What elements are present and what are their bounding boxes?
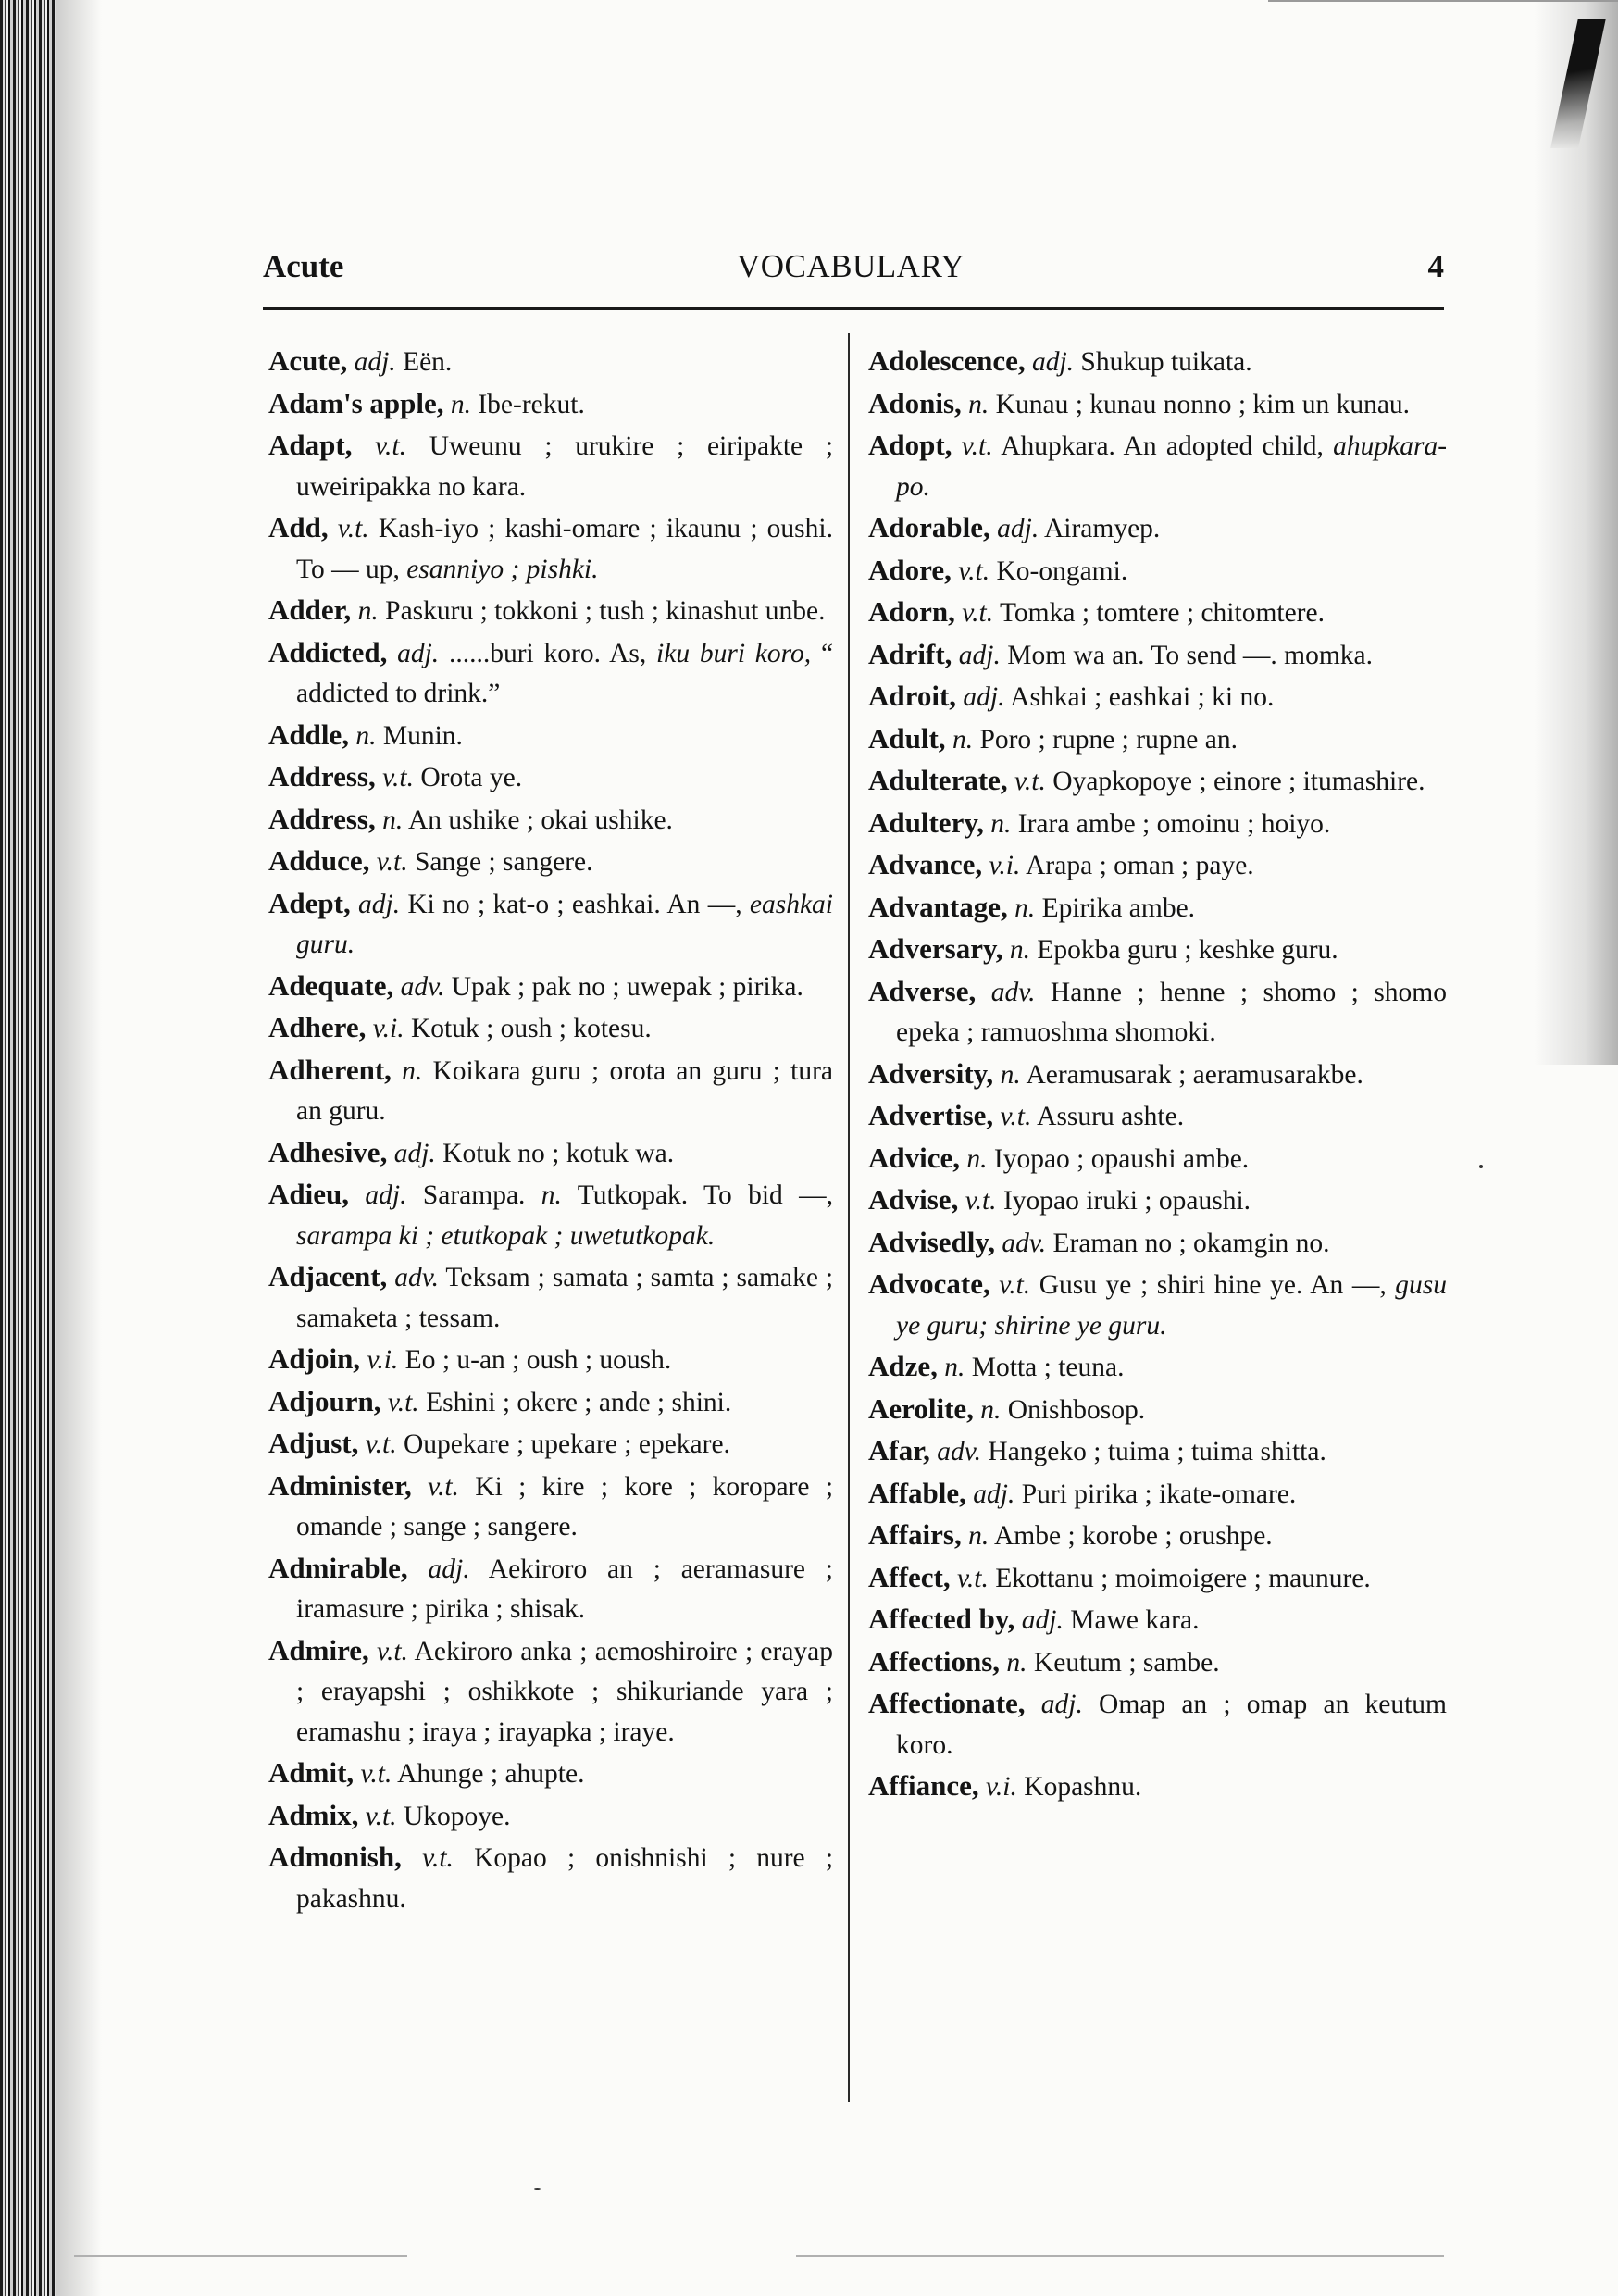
entry-definition: Eshini ; okere ; ande ; shini.	[426, 1387, 732, 1417]
entry-definition: Eo ; u-an ; oush ; uoush.	[404, 1345, 672, 1375]
entry-definition: Ki ; kire ; kore ; koropare ; omande ; sange ; sangere.	[296, 1471, 834, 1541]
entry-part-of-speech: adj.	[958, 640, 1001, 670]
entry-definition: Puri pirika ; ikate-omare.	[1021, 1479, 1297, 1509]
dictionary-entry	[868, 1264, 1447, 1346]
entry-headword: Adverse,	[868, 974, 977, 1007]
entry-definition: Koikara guru ; orota an guru ; tura an guru.	[296, 1055, 833, 1126]
entry-part-of-speech: v.t.	[958, 555, 990, 586]
entry-part-of-speech: n.	[357, 596, 379, 626]
dictionary-entry	[268, 1339, 833, 1381]
dictionary-entry	[868, 634, 1447, 677]
entry-part-of-speech: n.	[968, 1521, 989, 1551]
entry-headword: Adhesive,	[268, 1135, 388, 1168]
entry-headword: Adore,	[868, 553, 952, 586]
entry-definition: Sange ; sangere.	[415, 847, 593, 877]
entry-part-of-speech: adj.	[1021, 1605, 1064, 1635]
entry-part-of-speech: v.t.	[375, 431, 406, 461]
entry-part-of-speech: v.t.	[382, 763, 414, 792]
entry-headword: Addle,	[268, 718, 349, 751]
entry-headword: Adorn,	[868, 595, 955, 628]
entry-headword: Affiance,	[868, 1769, 979, 1802]
entry-definition: Aeramusarak ; aeramusarakbe.	[1026, 1059, 1363, 1090]
entry-definition: Eraman no ; okamgin no.	[1052, 1228, 1330, 1258]
entry-headword: Adrift,	[868, 637, 952, 670]
entry-part-of-speech: n.	[1006, 1647, 1027, 1678]
entry-headword: Advertise,	[868, 1099, 994, 1131]
entry-headword: Admirable,	[268, 1551, 408, 1584]
dictionary-entry	[268, 1174, 833, 1256]
entry-headword: Adapt,	[268, 429, 353, 461]
entry-part-of-speech: v.t.	[961, 431, 993, 461]
entry-headword: Administer,	[268, 1468, 412, 1502]
dictionary-entry	[868, 844, 1447, 887]
dictionary-entry	[868, 341, 1447, 383]
entry-headword: Aerolite,	[868, 1391, 974, 1425]
entry-headword: Advocate,	[868, 1267, 990, 1300]
entry-part-of-speech: n.	[382, 805, 404, 835]
entry-headword: Advise,	[868, 1183, 959, 1216]
dictionary-entry	[868, 1095, 1447, 1138]
running-header	[263, 248, 1444, 304]
entry-part-of-speech: v.i.	[367, 1345, 399, 1375]
entry-part-of-speech: adj.	[428, 1554, 470, 1584]
entry-part-of-speech: v.t.	[365, 1801, 397, 1831]
dictionary-entry	[868, 718, 1447, 761]
dictionary-entry	[868, 1641, 1447, 1684]
entry-part-of-speech: adv.	[400, 971, 445, 1002]
entry-part-of-speech: adj.	[354, 347, 396, 377]
entry-headword: Admix,	[268, 1798, 359, 1831]
entry-definition: Eën.	[403, 347, 453, 377]
entry-definition: Iyopao iruki ; opaushi.	[1002, 1186, 1251, 1216]
entry-headword: Adjourn,	[268, 1384, 381, 1417]
entry-headword: Affected by,	[868, 1603, 1015, 1635]
entry-headword: Adroit,	[868, 680, 957, 712]
entry-definition: Tutkopak. To bid —,	[577, 1180, 834, 1210]
entry-headword: Acute,	[268, 344, 348, 377]
dictionary-entry	[868, 887, 1447, 930]
dictionary-entry	[868, 1222, 1447, 1265]
entry-headword: Adjust,	[268, 1427, 359, 1459]
entry-headword: Admire,	[268, 1633, 369, 1666]
entry-headword: Affections,	[868, 1644, 1001, 1678]
dictionary-entry	[268, 632, 833, 715]
entry-headword: Advantage,	[868, 890, 1008, 923]
entry-definition: Keutum ; sambe.	[1033, 1647, 1220, 1678]
entry-part-of-speech: v.t.	[1014, 767, 1046, 796]
entry-part-of-speech: n.	[944, 1353, 965, 1382]
entry-definition: Kopao ; onishnishi ; nure ; pakashnu.	[296, 1843, 834, 1914]
entry-headword: Adorable,	[868, 511, 990, 543]
entry-definition: Epirika ambe.	[1041, 892, 1196, 923]
entry-definition: Ekottanu ; moimoigere ; maunure.	[995, 1563, 1371, 1593]
dictionary-entry	[268, 1753, 833, 1795]
entry-part-of-speech: v.i.	[989, 851, 1021, 880]
entry-headword: Adept,	[268, 886, 351, 919]
dictionary-entry	[868, 929, 1447, 971]
entry-part-of-speech: adj.	[963, 682, 1005, 712]
entry-part-of-speech: adj.	[393, 1138, 436, 1168]
ink-speck	[1479, 1165, 1483, 1168]
entry-headword: Affairs,	[868, 1518, 962, 1551]
dictionary-entry	[268, 841, 833, 883]
entry-part-of-speech: v.t.	[422, 1843, 454, 1873]
entry-definition: Aekiroro anka ; aemoshiroire ; erayap ; erayapshi ; oshikkote ; shikuriande yara ; eramashu ; iraya ; irayapka ; iraye.	[296, 1636, 834, 1747]
entry-headword: Adam's apple,	[268, 386, 444, 419]
dictionary-entry	[868, 971, 1447, 1054]
entry-definition: Munin.	[382, 720, 463, 751]
entry-headword: Adonis,	[868, 386, 962, 419]
header-guide-word: Acute	[263, 248, 344, 284]
entry-headword: Adopt,	[868, 429, 952, 461]
entry-part-of-speech: n.	[968, 389, 989, 419]
dictionary-entry	[268, 590, 833, 632]
entry-part-of-speech: n.	[1014, 892, 1036, 923]
entry-headword: Affable,	[868, 1476, 966, 1509]
entry-part-of-speech: n.	[1009, 935, 1031, 965]
entry-part-of-speech: v.t.	[387, 1387, 419, 1417]
entry-part-of-speech: v.i.	[986, 1772, 1017, 1802]
entry-headword: Adze,	[868, 1350, 938, 1382]
entry-part-of-speech: v.t.	[957, 1563, 989, 1593]
entry-definition: Onishbosop.	[1007, 1394, 1146, 1425]
dictionary-entry	[268, 1837, 833, 1919]
entry-definition: Gusu ye ; shiri hine ye. An —,	[1039, 1270, 1387, 1300]
entry-definition: ......buri koro. As,	[448, 638, 647, 668]
dictionary-entry	[868, 1430, 1447, 1473]
entry-part-of-speech: v.i.	[372, 1014, 404, 1043]
right-column	[868, 341, 1447, 1808]
entry-definition: Kotuk ; oush ; kotesu.	[410, 1014, 652, 1043]
entry-example: esanniyo ; pishki.	[406, 554, 599, 584]
entry-headword: Admonish,	[268, 1841, 402, 1873]
entry-definition: Omap an ; omap an keutum koro.	[896, 1690, 1448, 1760]
top-edge-line	[1268, 0, 1618, 2]
entry-part-of-speech: adv.	[937, 1437, 982, 1466]
bottom-edge-line	[796, 2255, 1444, 2257]
dictionary-entry	[268, 341, 833, 383]
dictionary-entry	[868, 1138, 1447, 1180]
ink-speck	[534, 2188, 541, 2190]
dictionary-entry	[268, 1007, 833, 1050]
book-binding-edge	[0, 0, 56, 2296]
dictionary-entry	[868, 1179, 1447, 1222]
entry-part-of-speech: n.	[980, 1394, 1002, 1425]
dictionary-entry	[268, 1630, 833, 1753]
entry-definition: Paskuru ; tokkoni ; tush ; kinashut unbe.	[385, 596, 826, 626]
dictionary-entry	[868, 1346, 1447, 1389]
dictionary-entry	[268, 715, 833, 757]
entry-definition: Kash-iyo ; kashi-omare ; ikaunu ; oushi. To — up,	[296, 514, 833, 584]
entry-definition: Assuru ashte.	[1037, 1102, 1185, 1131]
entry-definition: Mawe kara.	[1070, 1605, 1200, 1635]
entry-headword: Adhere,	[268, 1011, 367, 1043]
entry-definition: Mom wa an. To send —. momka.	[1007, 640, 1374, 670]
entry-part-of-speech: adj.	[1040, 1690, 1083, 1719]
entry-part-of-speech: n.	[1000, 1059, 1021, 1090]
entry-definition: Upak ; pak no ; uwepak ; pirika.	[451, 971, 803, 1002]
dictionary-entry	[868, 1557, 1447, 1600]
dictionary-entry	[868, 507, 1447, 550]
entry-headword: Adulterate,	[868, 764, 1008, 796]
entry-definition: Ambe ; korobe ; orushpe.	[993, 1521, 1273, 1551]
entry-example: ahupkara-po.	[896, 431, 1448, 502]
entry-definition: Ukopoye.	[403, 1801, 511, 1831]
entry-part-of-speech: v.t.	[962, 598, 994, 628]
entry-part-of-speech: v.t.	[965, 1186, 997, 1216]
left-column	[268, 341, 833, 1919]
page-number: 4	[1427, 248, 1444, 284]
entry-headword: Adieu,	[268, 1178, 349, 1210]
entry-definition: Arapa ; oman ; paye.	[1026, 851, 1254, 880]
entry-headword: Address,	[268, 802, 376, 835]
entry-headword: Addicted,	[268, 635, 388, 668]
dictionary-entry	[268, 1795, 833, 1838]
entry-headword: Adjoin,	[268, 1342, 361, 1375]
dictionary-entry	[268, 966, 833, 1008]
entry-definition: Kotuk no ; kotuk wa.	[442, 1138, 675, 1168]
entry-headword: Add,	[268, 511, 329, 543]
entry-part-of-speech: adv.	[394, 1263, 439, 1292]
entry-part-of-speech: v.t.	[1000, 1102, 1032, 1131]
entry-part-of-speech: n.	[355, 720, 377, 751]
entry-part-of-speech: n.	[966, 1143, 988, 1174]
entry-headword: Advisedly,	[868, 1225, 995, 1258]
entry-headword: Adultery,	[868, 805, 984, 839]
dictionary-entry	[868, 803, 1447, 845]
entry-part-of-speech: adv.	[990, 977, 1036, 1007]
entry-part-of-speech: v.t.	[376, 847, 408, 877]
entry-headword: Adversity,	[868, 1056, 994, 1090]
entry-definition: Aekiroro an ; aeramasure ; iramasure ; pirika ; shisak.	[296, 1554, 834, 1624]
entry-part-of-speech: adj.	[358, 889, 401, 919]
entry-headword: Admit,	[268, 1756, 355, 1789]
entry-part-of-speech: v.t.	[999, 1270, 1031, 1300]
dictionary-entry	[268, 1423, 833, 1466]
entry-definition: Poro ; rupne ; rupne an.	[979, 724, 1238, 755]
entry-definition: Tomka ; tomtere ; chitomtere.	[999, 598, 1325, 628]
entry-part-of-speech: v.t.	[360, 1759, 392, 1789]
entry-definition: Oupekare ; upekare ; epekare.	[403, 1429, 730, 1459]
entry-part-of-speech: adj.	[973, 1479, 1015, 1509]
entry-definition: Shukup tuikata.	[1080, 347, 1252, 377]
entry-example: iku buri koro,	[656, 638, 812, 668]
entry-definition: Motta ; teuna.	[971, 1353, 1125, 1382]
entry-definition: Irara ambe ; omoinu ; hoiyo.	[1017, 808, 1331, 839]
dictionary-entry	[268, 383, 833, 426]
dictionary-entry	[268, 1548, 833, 1630]
entry-definition: Ahunge ; ahupte.	[397, 1759, 585, 1789]
dictionary-entry	[268, 1256, 833, 1339]
entry-definition: Kunau ; kunau nonno ; kim un kunau.	[995, 389, 1411, 419]
entry-definition: Hanne ; henne ; shomo ; shomo epeka ; ramuoshma shomoki.	[896, 977, 1447, 1047]
dictionary-entry	[268, 1381, 833, 1424]
dictionary-entry	[268, 756, 833, 799]
entry-definition: Ahupkara. An adopted child,	[1001, 431, 1324, 461]
entry-part-of-speech: adj.	[365, 1180, 407, 1210]
header-rule	[263, 307, 1444, 310]
entry-definition: Orota ye.	[420, 763, 523, 792]
entry-part-of-speech: n.	[402, 1055, 423, 1086]
entry-definition: Ibe-rekut.	[478, 389, 585, 419]
entry-part-of-speech: adj.	[997, 514, 1039, 543]
entry-headword: Adder,	[268, 593, 352, 626]
page-edge-shadow	[1535, 0, 1618, 1065]
entry-headword: Adversary,	[868, 932, 1003, 965]
entry-definition: “ addicted to drink.”	[296, 638, 834, 708]
entry-part-of-speech: adj.	[1031, 347, 1075, 377]
dictionary-entry	[868, 592, 1447, 634]
entry-headword: Advance,	[868, 848, 983, 880]
entry-definition: Ko-ongami.	[996, 555, 1128, 586]
entry-part-of-speech: n.	[541, 1180, 562, 1210]
entry-part-of-speech: adv.	[1002, 1228, 1047, 1258]
dictionary-entry	[268, 883, 833, 966]
dictionary-entry	[868, 760, 1447, 803]
entry-example: eashkai guru.	[296, 889, 834, 959]
dictionary-entry	[868, 676, 1447, 718]
entry-definition: Oyapkopoye ; einore ; itumashire.	[1052, 767, 1425, 796]
dictionary-entry	[268, 507, 833, 590]
dictionary-entry	[868, 383, 1447, 426]
entry-part-of-speech: adj.	[397, 638, 440, 668]
entry-part-of-speech: n.	[450, 389, 471, 419]
entry-part-of-speech: v.t.	[337, 514, 369, 543]
dictionary-entry	[868, 1473, 1447, 1516]
bottom-edge-line	[74, 2255, 407, 2257]
dictionary-entry	[868, 550, 1447, 593]
entry-definition: Airamyep.	[1043, 514, 1161, 543]
dictionary-entry	[268, 1050, 833, 1132]
entry-part-of-speech: v.t.	[365, 1429, 397, 1459]
entry-headword: Affect,	[868, 1560, 951, 1593]
entry-definition: Hangeko ; tuima ; tuima shitta.	[988, 1437, 1326, 1466]
entry-definition: Sarampa.	[422, 1180, 526, 1210]
dictionary-entry	[868, 1766, 1447, 1808]
entry-part-of-speech: n.	[990, 808, 1012, 839]
entry-definition: An ushike ; okai ushike.	[407, 805, 673, 835]
entry-part-of-speech: v.t.	[428, 1471, 459, 1502]
entry-definition: Teksam ; samata ; samta ; samake ; samaketa ; tessam.	[296, 1263, 834, 1333]
dictionary-entry	[868, 425, 1447, 507]
dictionary-entry	[868, 1683, 1447, 1766]
entry-headword: Adduce,	[268, 844, 370, 877]
entry-definition: Ashkai ; eashkai ; ki no.	[1010, 682, 1275, 712]
entry-definition: Epokba guru ; keshke guru.	[1037, 935, 1338, 965]
entry-definition: Iyopao ; opaushi ambe.	[993, 1143, 1250, 1174]
header-title: VOCABULARY	[737, 248, 965, 284]
entry-headword: Affectionate,	[868, 1687, 1026, 1719]
dictionary-entry	[868, 1599, 1447, 1641]
dictionary-entry	[868, 1389, 1447, 1431]
entry-example: sarampa ki ; etutkopak ; uwetutkopak.	[296, 1220, 716, 1251]
entry-headword: Adjacent,	[268, 1260, 388, 1292]
dictionary-entry	[268, 799, 833, 842]
entry-headword: Adolescence,	[868, 344, 1026, 377]
entry-headword: Adherent,	[268, 1053, 392, 1086]
entry-part-of-speech: v.t.	[377, 1636, 408, 1666]
binding-shadow	[56, 0, 102, 2296]
entry-headword: Afar,	[868, 1434, 930, 1466]
entry-example: gusu ye guru; shirine ye guru.	[896, 1270, 1447, 1341]
column-divider	[848, 333, 850, 2102]
entry-definition: Uweunu ; urukire ; eiripakte ; uweiripakka no kara.	[296, 431, 834, 502]
dictionary-entry	[268, 1132, 833, 1175]
dictionary-entry	[268, 425, 833, 507]
dictionary-entry	[268, 1466, 833, 1548]
entry-definition: Ki no ; kat-o ; eashkai. An —,	[407, 889, 742, 919]
entry-headword: Adequate,	[268, 968, 394, 1002]
entry-headword: Address,	[268, 760, 376, 792]
dictionary-entry	[868, 1515, 1447, 1557]
entry-definition: Kopashnu.	[1024, 1772, 1142, 1802]
entry-headword: Advice,	[868, 1141, 961, 1174]
entry-headword: Adult,	[868, 721, 946, 755]
entry-part-of-speech: n.	[952, 724, 974, 755]
dictionary-entry	[868, 1054, 1447, 1096]
